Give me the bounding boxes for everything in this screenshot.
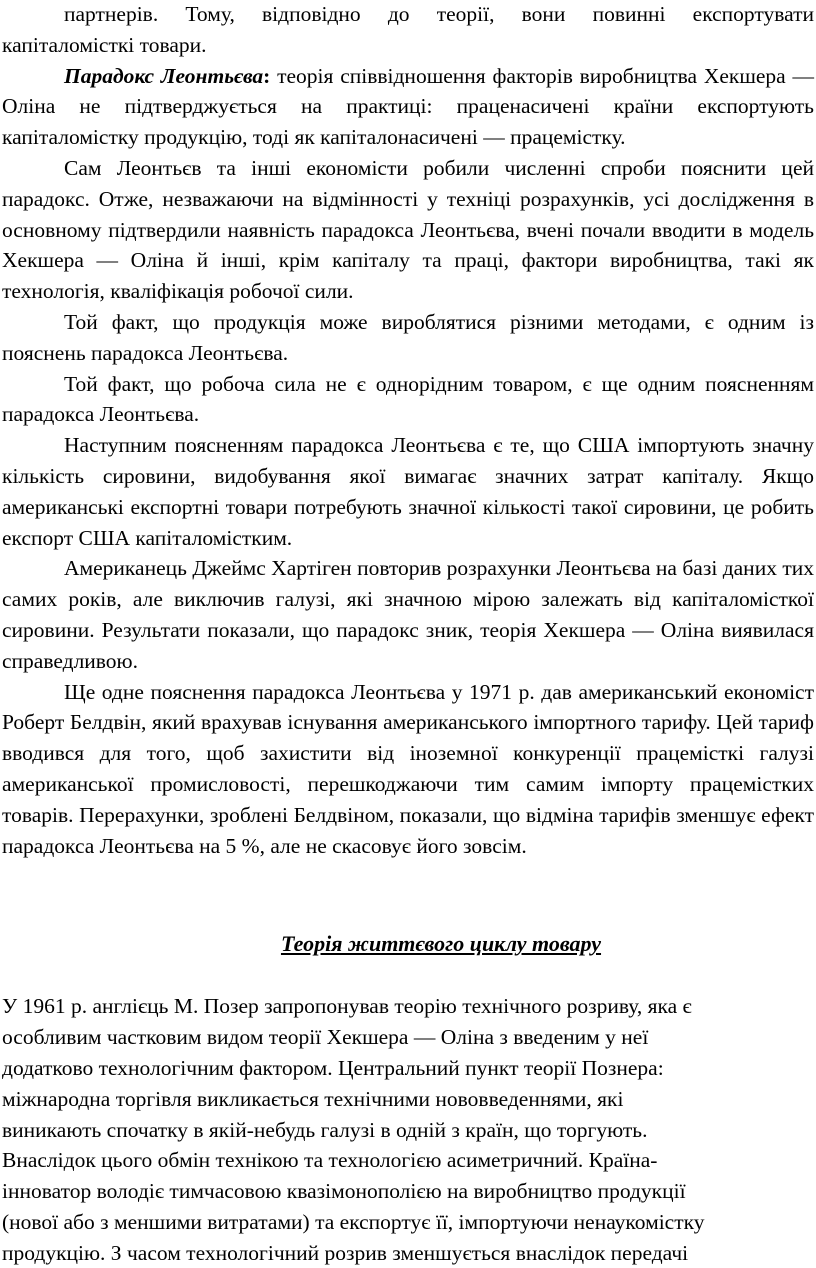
paragraph-raw-materials: Наступним поясненням парадокса Леонтьєва є те, що США імпортують значну кількість сировини, видобування якої вимагає значних затрат капіталу. Якщо американські експортні товари потребують значної кількості такої сировини, це робить експорт США капіталомістким. [2,433,814,550]
paragraph-hartigan: Американець Джеймс Хартіген повторив розрахунки Леонтьєва на базі даних тих самих років, але виключив галузі, які значною мірою залежать від капіталомісткої сировини. Результати показали, що парадокс зник, теорія Хекшера — Оліна виявилася справедливою. [2,556,814,673]
paradox-term-colon: : [263,63,271,88]
paragraph-explanations: Сам Леонтьєв та інші економісти робили численні спроби пояснити цей парадокс. Отже, незважаючи на відмінності у техніці розрахунків, усі дослідження в основному підтвердили наявність парадокса Леонтьєва, вчені почали вводити в модель Хекшера — Оліна й інші, крім капіталу та праці, фактори виробництва, такі як технологія, кваліфікація робочої сили. [2,155,814,304]
section-line: додатково технологічним фактором. Центральний пункт теорії Познера: [2,1055,664,1080]
paradox-term: Парадокс Леонтьєва [64,63,264,88]
section-line: інноватор володіє тимчасовою квазімонополією на виробництво продукції [2,1179,686,1204]
section-line: продукцію. З часом технологічний розрив зменшується внаслідок передачі [2,1240,689,1265]
paragraph-labor: Той факт, що робоча сила не є однорідним товаром, є ще одним поясненням парадокса Леонтьєва. [2,371,814,427]
continuation-line-2: капіталомісткі товари. [2,32,207,57]
section-line: міжнародна торгівля викликається технічними нововведеннями, які [2,1086,624,1111]
paradox-paragraph [0,61,816,153]
section-line: Внаслідок цього обмін технікою та технологією асиметричний. Країна- [2,1148,658,1173]
paragraph-baldwin: Ще одне пояснення парадокса Леонтьєва у 1971 р. дав американський економіст Роберт Белдвін, який врахував існування американського імпортного тарифу. Цей тариф вводився для того, щоб захистити від іноземної конкуренції працемісткі галузі американської промисловості, перешкоджаючи тим самим імпорту працемістких товарів. Перерахунки, зроблені Белдвіном, показали, що відміна тарифів зменшує ефект парадокса Леонтьєва на 5 %, але не скасовує його зовсім. [2,679,814,858]
section-line: (нової або з меншими витратами) та експортує її, імпортуючи ненаукомістку [2,1209,705,1234]
paragraph-methods: Той факт, що продукція може вироблятися різними методами, є одним із пояснень парадокса Леонтьєва. [2,309,814,365]
continuation-line-1: партнерів. Тому, відповідно до теорії, вони повинні експортувати [64,2,814,26]
paradox-definition: теорія співвідношення факторів виробництва Хекшера — Оліна не підтверджується на практиці: праценасичені країни експортують капіталомістку продукцію, тоді як капіталонасичені — працемістку. [2,63,814,150]
section-heading: Теорія життєвого циклу товару [280,931,602,957]
section-line: виникають спочатку в якій-небудь галузі в одній з країн, що торгують. [2,1117,648,1142]
section-line: У 1961 р. англієць М. Позер запропонував теорію технічного розриву, яка є [2,994,692,1019]
section-line: особливим частковим видом теорії Хекшера — Оліна з введеним у неї [2,1025,649,1050]
